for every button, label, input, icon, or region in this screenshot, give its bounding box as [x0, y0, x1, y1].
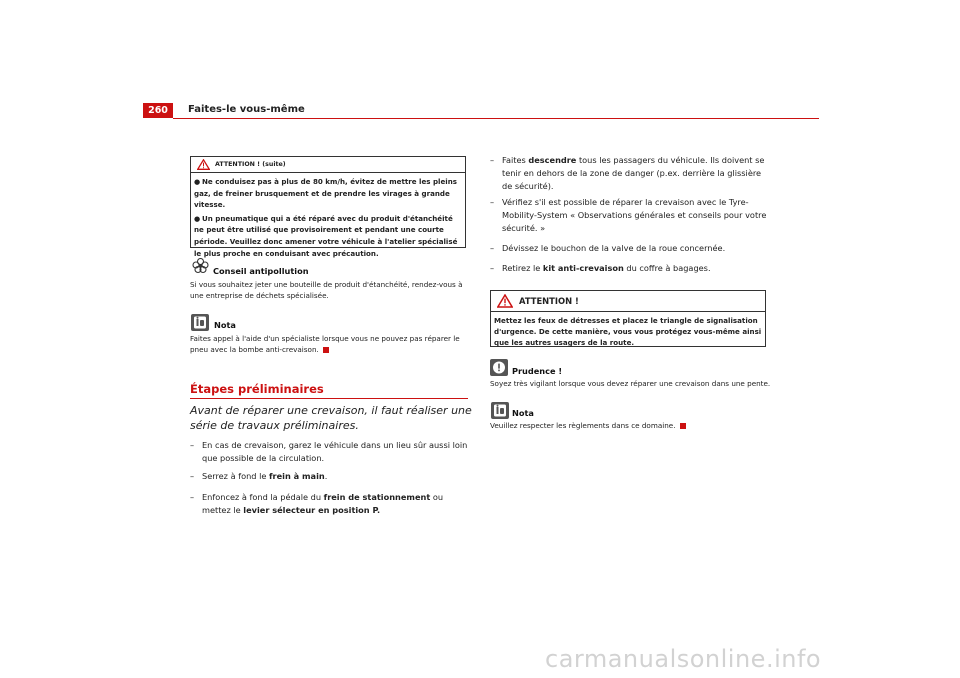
warning-item: ● Un pneumatique qui a été réparé avec du produit d'étanchéité ne peut être utilisé que provisoirement et pendant une courte période. Veuillez donc amener votre véhicule à l'atelier spécialisé le plus proche en conduisant avec précaution. — [194, 213, 458, 258]
section-intro: Avant de réparer une crevaison, il faut réaliser une série de travaux préliminaires. — [190, 404, 472, 432]
warning-continued-box — [190, 156, 466, 258]
warning-item: ● Ne conduisez pas à plus de 80 km/h, évitez de mettre les pleins gaz, de freiner brusquement et de prendre les virages à grande vitesse. — [194, 177, 457, 210]
warning-triangle-icon — [497, 294, 513, 308]
note-title: Nota — [214, 320, 236, 330]
step-item: – Dévissez le bouchon de la valve de la roue concernée. — [490, 243, 726, 253]
caution-icon — [490, 359, 508, 376]
page-number: 260 — [143, 103, 173, 118]
warning-title: ATTENTION ! — [519, 296, 579, 306]
end-of-section-icon — [680, 423, 686, 429]
eco-tip-text: Si vous souhaitez jeter une bouteille de produit d'étanchéité, rendez-vous à une entreprise de déchets spécialisée. — [190, 280, 463, 300]
step-item: – Enfoncez à fond la pédale du frein de stationnement ou mettez le levier sélecteur en position P. — [190, 492, 444, 515]
note-title: Nota — [512, 408, 534, 418]
warning-text: Mettez les feux de détresses et placez le triangle de signalisation d'urgence. De cette manière, vous vous protégez vous-même ainsi que les autres usagers de la route. — [494, 316, 762, 347]
section-title: Étapes préliminaires — [190, 382, 324, 396]
bullet-icon: ● — [194, 177, 201, 186]
note-text: Veuillez respecter les règlements dans ce domaine. — [490, 420, 780, 431]
caution-title: Prudence ! — [512, 366, 563, 376]
step-item: – Retirez le kit anti-crevaison du coffre à bagages. — [490, 263, 711, 273]
flower-environment-icon — [192, 258, 209, 274]
warning-box — [490, 290, 766, 347]
step-item: – En cas de crevaison, garez le véhicule dans un lieu sûr aussi loin que possible de la circulation. — [190, 440, 468, 463]
section-divider — [190, 398, 468, 399]
note-icon — [191, 314, 209, 331]
header-divider — [173, 118, 819, 119]
watermark: carmanualsonline.info — [545, 645, 822, 673]
eco-tip-title: Conseil antipollution — [213, 266, 309, 276]
warning-triangle-icon — [197, 159, 210, 170]
page-title: Faites-le vous-même — [188, 104, 305, 115]
caution-text: Soyez très vigilant lorsque vous devez réparer une crevaison dans une pente. — [490, 379, 771, 388]
step-item: – Faites descendre tous les passagers du véhicule. Ils doivent se tenir en dehors de la zone de danger (p.ex. derrière la glissière de sécurité). — [490, 155, 765, 191]
note-text: Faites appel à l'aide d'un spécialiste lorsque vous ne pouvez pas réparer le pneu avec la bombe anti-crevaison. — [190, 334, 460, 354]
bullet-icon: ● — [194, 213, 201, 223]
warning-continued-title: ATTENTION ! (suite) — [215, 161, 286, 168]
end-of-section-icon — [323, 347, 329, 353]
step-item: – Serrez à fond le frein à main. — [190, 471, 328, 481]
note-icon — [491, 402, 509, 419]
step-item: – Vérifiez s'il est possible de réparer la crevaison avec le Tyre-Mobility-System « Observations générales et conseils pour votre sécurité. » — [490, 197, 767, 233]
